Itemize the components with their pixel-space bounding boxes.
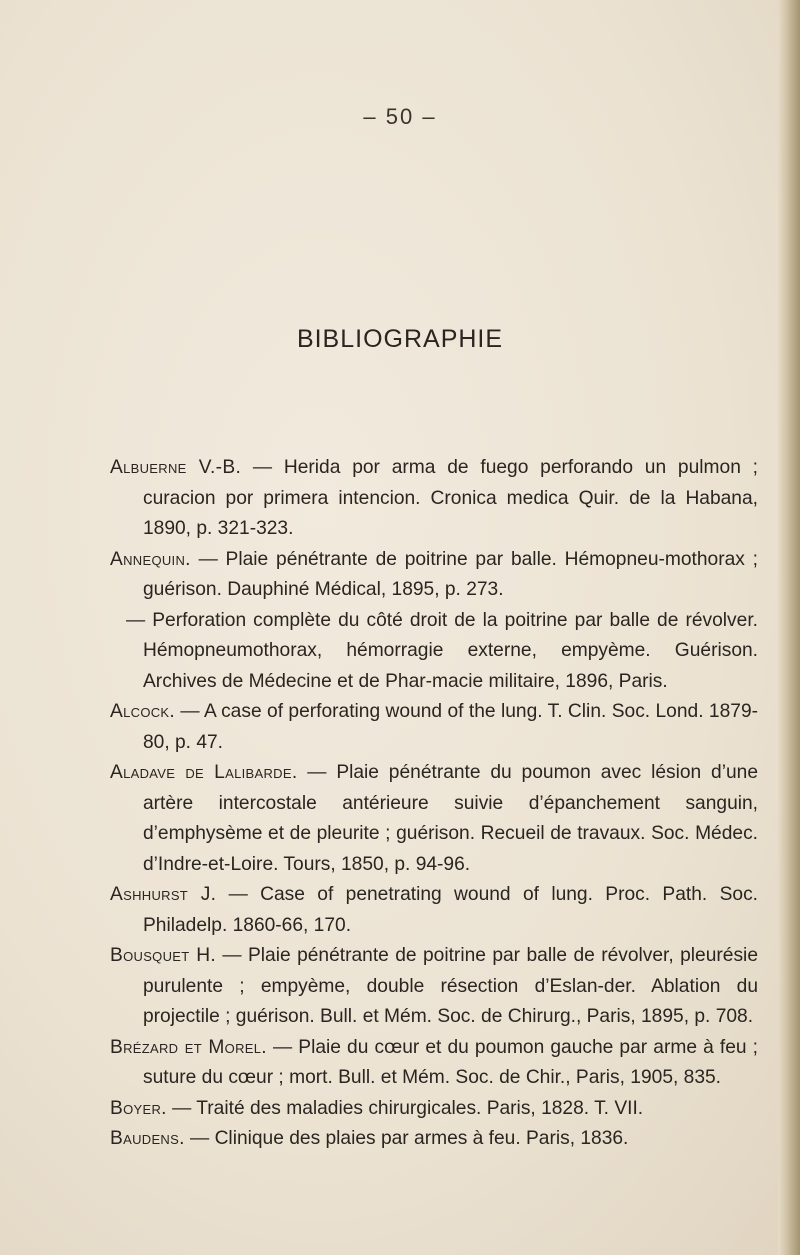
- bibliography-entry: [110, 880, 758, 941]
- entry-author: Albuerne V.-B.: [110, 457, 242, 478]
- page-number: – 50 –: [363, 104, 437, 129]
- bibliography-entry: [110, 453, 758, 545]
- bibliography-entry: [110, 758, 758, 880]
- entry-author: Annequin.: [110, 548, 191, 570]
- entry-text: — Herida por arma de fuego perforando un pulmon ; curacion por primera intencion. Cronica medica Quir. de la Habana, 1890, p. 321-323.: [143, 457, 758, 539]
- page-edge: [778, 0, 800, 1255]
- bibliography-entry: [110, 1033, 758, 1094]
- entry-text: — Plaie pénétrante de poitrine par balle de révolver, pleurésie purulente ; empyème, double résection d’Eslan-der. Ablation du projectile ; guérison. Bull. et Mém. Soc. de Chirurg., Paris, 1895, p. 708.: [143, 945, 758, 1027]
- entry-text: — Perforation complète du côté droit de la poitrine par balle de révolver. Hémopneumothorax, hémorragie externe, empyème. Guérison. Archives de Médecine et de Phar-macie militaire, 1896, Paris.: [126, 609, 758, 692]
- bibliography-entry: [110, 1094, 758, 1125]
- entry-author: Ashhurst J.: [110, 884, 217, 905]
- entry-text: — Plaie pénétrante du poumon avec lésion d’une artère intercostale antérieure suivie d’épanchement sanguin, d’emphysème et de pleurite ; guérison. Recueil de travaux. Soc. Médec. d’Indre-et-Loire. Tours, 1850, p. 94-96.: [143, 762, 758, 875]
- bibliography-entry: [110, 1124, 758, 1155]
- entry-text: — Plaie pénétrante de poitrine par balle. Hémopneu-mothorax ; guérison. Dauphiné Médical, 1895, p. 273.: [143, 548, 758, 600]
- entry-author: Boyer.: [110, 1097, 167, 1119]
- bibliography-entry: [110, 697, 758, 758]
- entry-author: Brézard et Morel.: [110, 1036, 267, 1058]
- entry-text: — Case of penetrating wound of lung. Proc. Path. Soc. Philadelp. 1860-66, 170.: [143, 884, 758, 936]
- entry-text: — Plaie du cœur et du poumon gauche par arme à feu ; suture du cœur ; mort. Bull. et Mém. Soc. de Chir., Paris, 1905, 835.: [143, 1036, 758, 1088]
- bibliography-entry: [110, 545, 758, 606]
- entry-author: Alcock.: [110, 701, 176, 722]
- page-title: BIBLIOGRAPHIE: [296, 325, 504, 353]
- bibliography-entry: [110, 606, 758, 698]
- entry-text: — Clinique des plaies par armes à feu. Paris, 1836.: [184, 1128, 629, 1149]
- entry-author: Baudens.: [110, 1128, 185, 1149]
- entry-text: — Traité des maladies chirurgicales. Paris, 1828. T. VII.: [166, 1097, 644, 1119]
- entry-text: — A case of perforating wound of the lung. T. Clin. Soc. Lond. 1879-80, p. 47.: [143, 701, 758, 753]
- bibliography-entry: [110, 941, 758, 1033]
- entry-author: Bousquet H.: [110, 945, 216, 966]
- entry-author: Aladave de Lalibarde.: [110, 762, 298, 783]
- bibliography-list: [110, 453, 758, 1155]
